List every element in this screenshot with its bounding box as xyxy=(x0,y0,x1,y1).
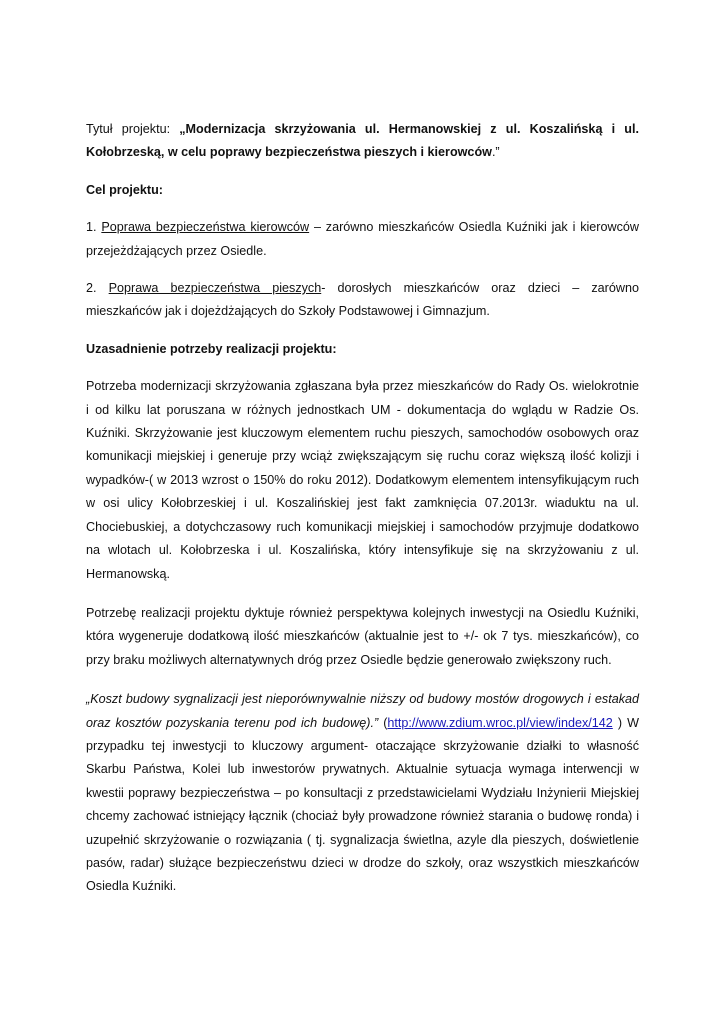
title-prefix: Tytuł projektu: xyxy=(86,122,180,136)
quote-text: „Koszt budowy sygnalizacji jest nieporównywalnie niższy od budowy mostów drogowych i estakad oraz kosztów pozyskania terenu pod ich budowę).” xyxy=(86,692,639,730)
justification-heading-text: Uzasadnienie potrzeby realizacji projektu: xyxy=(86,341,337,356)
paragraph-3 xyxy=(86,688,639,899)
goal-number: 2. xyxy=(86,281,109,296)
source-link[interactable]: http://www.zdium.wroc.pl/view/index/142 xyxy=(387,715,613,730)
paragraph-1: Potrzeba modernizacji skrzyżowania zgłaszana była przez mieszkańców do Rady Os. wielokrotnie i od kilku lat poruszana w różnych jednostkach UM - dokumentacja do wglądu w Radzie Os. Kuźniki. Skrzyżowanie jest kluczowym elementem ruchu pieszych, samochodów osobowych oraz komunikacji miejskiej i generuje przy wciąż zwiększającym się ruchu coraz większą ilość kolizji i wypadków-( w 2013 wzrost o 150% do roku 2012). Dodatkowym elementem intensyfikującym ruch w osi ulicy Kołobrzeskiej i ul. Koszalińskiej jest fakt zamknięcia 07.2013r. wiaduktu na ul. Chociebuskiej, a dotychczasowy ruch komunikacji miejskiej i samochodów przyjmuje dodatkowo na wlotach ul. Kołobrzeska i ul. Koszalińska, który intensyfikuje się na skrzyżowaniu z ul. Hermanowską. xyxy=(86,379,639,581)
justification-heading xyxy=(86,338,639,361)
title-open-quote: „ xyxy=(179,122,186,136)
paragraph-2: Potrzebę realizacji projektu dyktuje również perspektywa kolejnych inwestycji na Osiedlu Kuźniki, która wygeneruje dodatkową ilość mieszkańców (aktualnie jest to +/- ok 7 tys. mieszkańców), co przy braku możliwych alternatywnych dróg przez Osiedle będzie generowało zwiększony ruch. xyxy=(86,605,639,667)
goal-item-2 xyxy=(86,277,639,324)
goal-underlined: Poprawa bezpieczeństwa kierowców xyxy=(101,220,310,235)
goal-item-1 xyxy=(86,216,639,263)
link-close: ) xyxy=(612,715,628,730)
goal-heading xyxy=(86,179,639,202)
title-name: Modernizacja skrzyżowania ul. Hermanowskiej z ul. Koszalińską i ul. Kołobrzeską, w celu poprawy bezpieczeństwa pieszych i kierowców xyxy=(86,122,639,160)
goal-rest: – zarówno mieszkańców Osiedla Kuźniki jak i kierowców przejeżdżających przez Osiedle. xyxy=(86,220,639,258)
paragraph-3-rest: W przypadku tej inwestycji to kluczowy argument- otaczające skrzyżowanie działki to własność Skarbu Państwa, Kolei lub inwestorów prywatnych. Aktualnie sytuacja wymaga interwencji w kwestii poprawy bezpieczeństwa – po konsultacji z przedstawicielami Wydziału Inżynierii Miejskiej chcemy zachować istniejący łącznik (chociaż były prowadzone również starania o budowę ronda) i uzupełnić skrzyżowanie o rozwiązania ( tj. sygnalizacja świetlna, azyle dla pieszych, doświetlenie pasów, radar) służące bezpieczeństwu dzieci w drodze do szkoły, oraz wszystkich mieszkańców Osiedla Kuźniki. xyxy=(86,715,639,894)
goal-underlined: Poprawa bezpieczeństwa pieszych xyxy=(108,281,322,296)
goal-number: 1. xyxy=(86,220,102,235)
title-close: .” xyxy=(491,145,500,160)
link-open: ( xyxy=(378,715,388,730)
goal-rest: - dorosłych mieszkańców oraz dzieci – zarówno mieszkańców jak i dojeżdżających do Szkoły Podstawowej i Gimnazjum. xyxy=(86,281,639,319)
goal-heading-text: Cel projektu: xyxy=(86,182,163,197)
document-page xyxy=(86,118,639,899)
project-title xyxy=(86,118,639,165)
